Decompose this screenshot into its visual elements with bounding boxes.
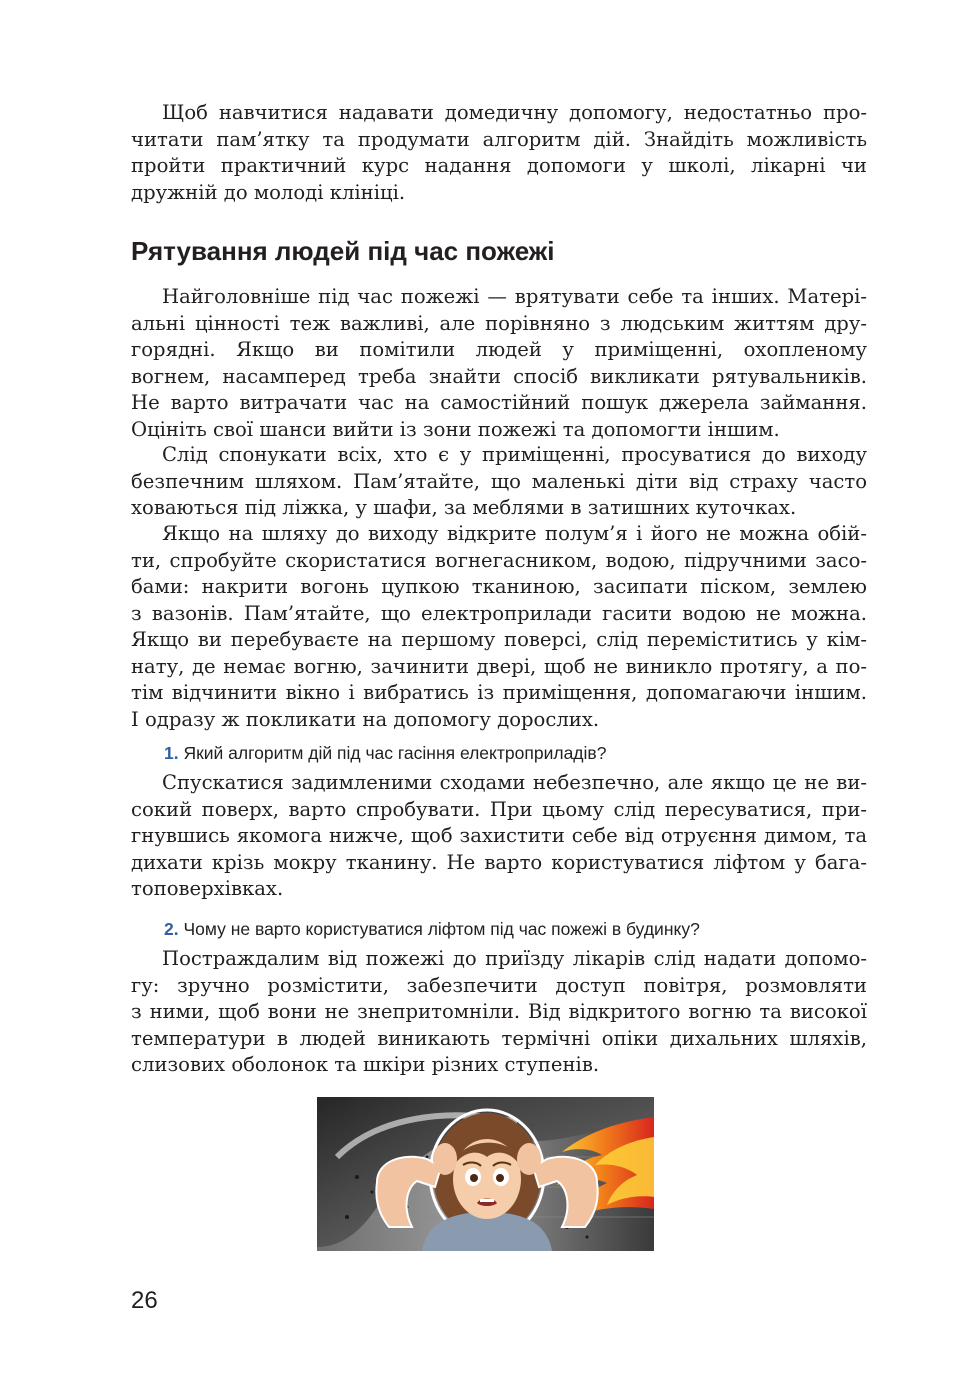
text-line: пройти практичний курс надання допомоги у школі, лікарні чи [131,154,867,177]
paragraph-1 [131,284,867,443]
question-text: Який алгоритм дій під час гасіння електроприладів? [178,743,607,763]
text-line: бами: накрити вогонь цупкою тканиною, засипати піском, землею [131,575,867,598]
text-line: гнувшись якомога нижче, щоб захистити себе від отруєння димом, та [131,824,867,847]
text-line: дихати крізь мокру тканину. Не варто користуватися ліфтом у бага- [131,850,867,874]
paragraph-2 [131,442,867,522]
text-line: Якщо на шляху до виходу відкрите полум’я і його не можна обій- [162,522,867,545]
text-line: І одразу ж покликати на допомогу дорослих. [131,707,600,731]
text-line: слизових оболонок та шкіри різних ступенів. [131,1053,600,1076]
page-number: 26 [131,1287,158,1314]
text-line: з вазонів. Пам’ятайте, що електроприлади гасити водою не можна. [131,601,867,625]
text-line: з ними, щоб вони не знепритомніли. Від відкритого вогню та високої [131,1000,867,1023]
section-heading: Рятування людей під час пожежі [131,236,555,266]
text-line: топоверхівках. [131,877,284,900]
text-line: гу: зручно розмістити, забезпечити доступ повітря, розмовляти [131,973,867,997]
question-number: 1. [164,743,179,763]
text-line: Слід спонукати всіх, хто є у приміщенні, просуватися до виходу [162,443,867,466]
text-line: читати пам’ятку та продумати алгоритм дій. Знайдіть можливість [131,127,867,151]
question-1 [164,743,606,764]
text-line: температури в людей виникають термічні опіки дихальних шляхів, [131,1026,867,1050]
frightened-girl-fire-image [317,1097,654,1251]
text-line: Щоб навчитися надавати домедичну допомогу, недостатньо про- [162,101,867,124]
text-line: горядні. Якщо ви помітили людей у приміщенні, охопленому [131,338,867,361]
text-line: Спускатися задимленими сходами небезпечно, але якщо це не ви- [162,771,867,794]
text-line: Найголовніше під час пожежі — врятувати себе та інших. Матері- [162,285,867,308]
question-number: 2. [164,919,179,939]
text-line: Не варто витрачати час на самостійний пошук джерела займання. [131,391,867,414]
paragraph-3 [131,521,867,733]
intro-paragraph [131,100,867,206]
paragraph-5 [131,946,867,1079]
fire-illustration [317,1097,654,1251]
question-text: Чому не варто користуватися ліфтом під час пожежі в будинку? [178,919,700,939]
text-line: безпечним шляхом. Пам’ятайте, що маленькі діти від страху часто [131,469,867,493]
text-line: вогнем, насамперед треба знайти спосіб викликати рятувальників. [131,364,867,388]
text-line: Постраждалим від пожежі до приїзду лікарів слід надати допомо- [162,947,867,970]
text-line: сокий поверх, варто спробувати. При цьому слід пересуватися, при- [131,797,867,821]
text-line: Якщо ви перебуваєте на першому поверсі, слід переміститись у кім- [131,628,867,651]
text-line: ти, спробуйте скористатися вогнегасником, водою, підручними засо- [131,548,867,572]
paragraph-4 [131,770,867,903]
text-line: альні цінності теж важливі, але порівняно з людським життям дру- [131,311,867,335]
text-line: нату, де немає вогню, зачинити двері, щоб не виникло протягу, а по- [131,654,867,678]
text-line: тім відчинити вікно і вибратись із приміщення, допомагаючи іншим. [131,681,867,704]
text-line: дружній до молоді клініці. [131,180,406,204]
question-2 [164,919,700,940]
text-line: ховаються під ліжка, у шафи, за меблями в затишних куточках. [131,496,797,519]
text-line: Оцініть свої шанси вийти із зони пожежі та допомогти іншим. [131,417,780,441]
